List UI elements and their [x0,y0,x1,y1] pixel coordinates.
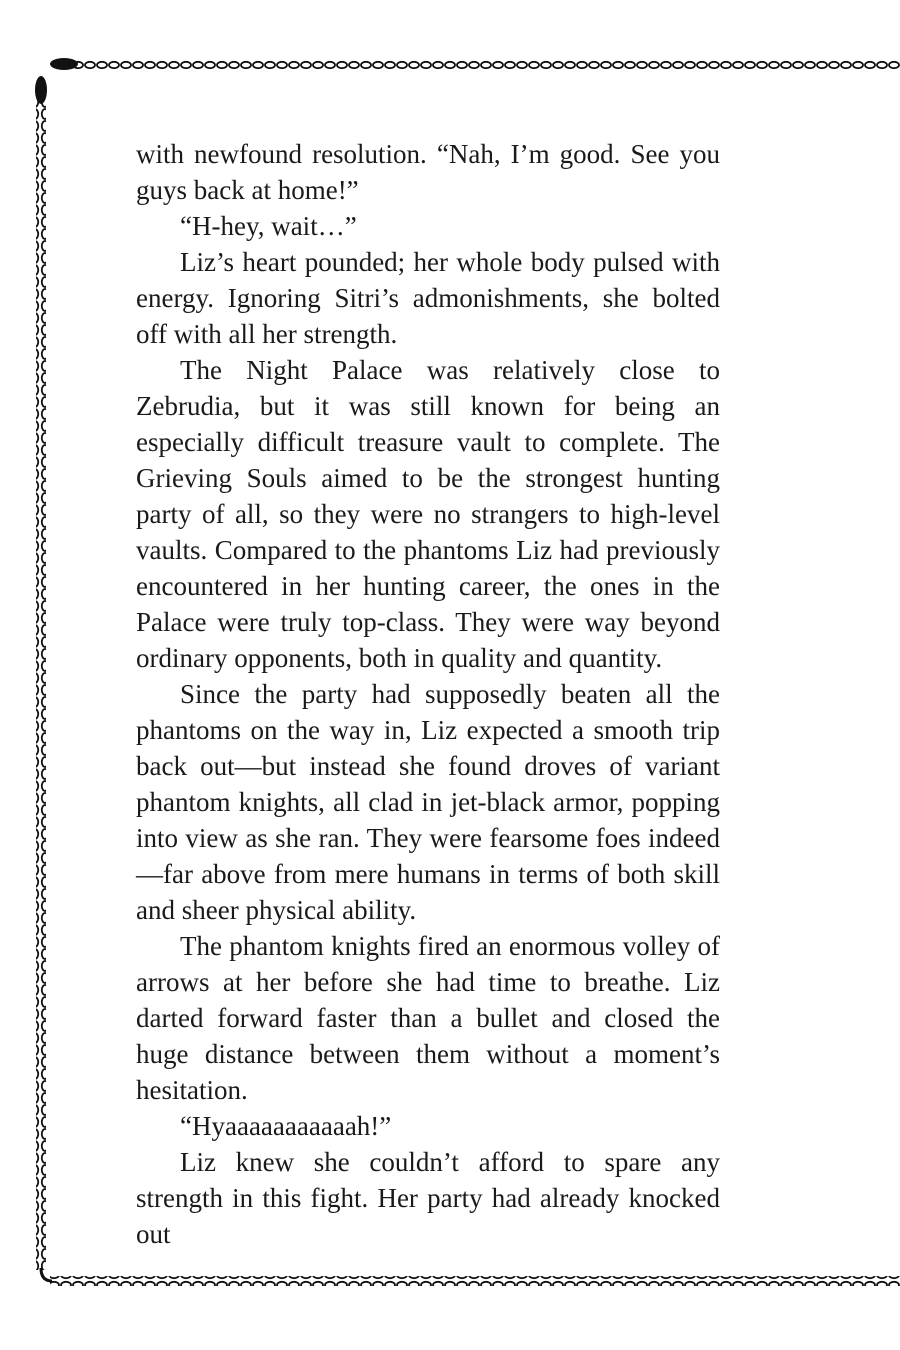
paragraph: The Night Palace was relatively close to Zebrudia, but it was still known for being an especially difficult treasure vault to complete. The Grieving Souls aimed to be the strongest hunting party of all, so they were no strangers to high-level vaults. Compared to the phantoms Liz had previously encountered in her hunting career, the ones in the Palace were truly top-class. They were way beyond ordinary opponents, both in quality and quantity. [136,355,720,673]
paragraph: “H-hey, wait…” [180,211,357,241]
left-knot [35,76,47,104]
left-chain [36,100,46,1270]
paragraph: Liz’s heart pounded; her whole body pulsed with energy. Ignoring Sitri’s admonishments, she bolted off with all her strength. [136,247,720,349]
paragraph: Since the party had supposedly beaten all the phantoms on the way in, Liz expected a smooth trip back out—but instead she found droves of variant phantom knights, all clad in jet-black armor, popping into view as she ran. They were fearsome foes indeed—far above from mere humans in terms of both skill and sheer physical ability. [136,679,720,925]
paragraph: “Hyaaaaaaaaaaah!” [180,1111,392,1141]
paragraph: The phantom knights fired an enormous volley of arrows at her before she had time to breathe. Liz darted forward faster than a bullet and closed the huge distance between them without a moment’s hesitation. [136,931,720,1105]
paragraph: Liz knew she couldn’t afford to spare any strength in this fight. Her party had already knocked out [136,1147,720,1249]
top-knot [50,58,78,70]
paragraph: with newfound resolution. “Nah, I’m good. See you guys back at home!” [136,139,720,205]
top-chain [70,59,900,69]
bottom-chain [50,1276,900,1286]
page-text [136,136,720,1252]
